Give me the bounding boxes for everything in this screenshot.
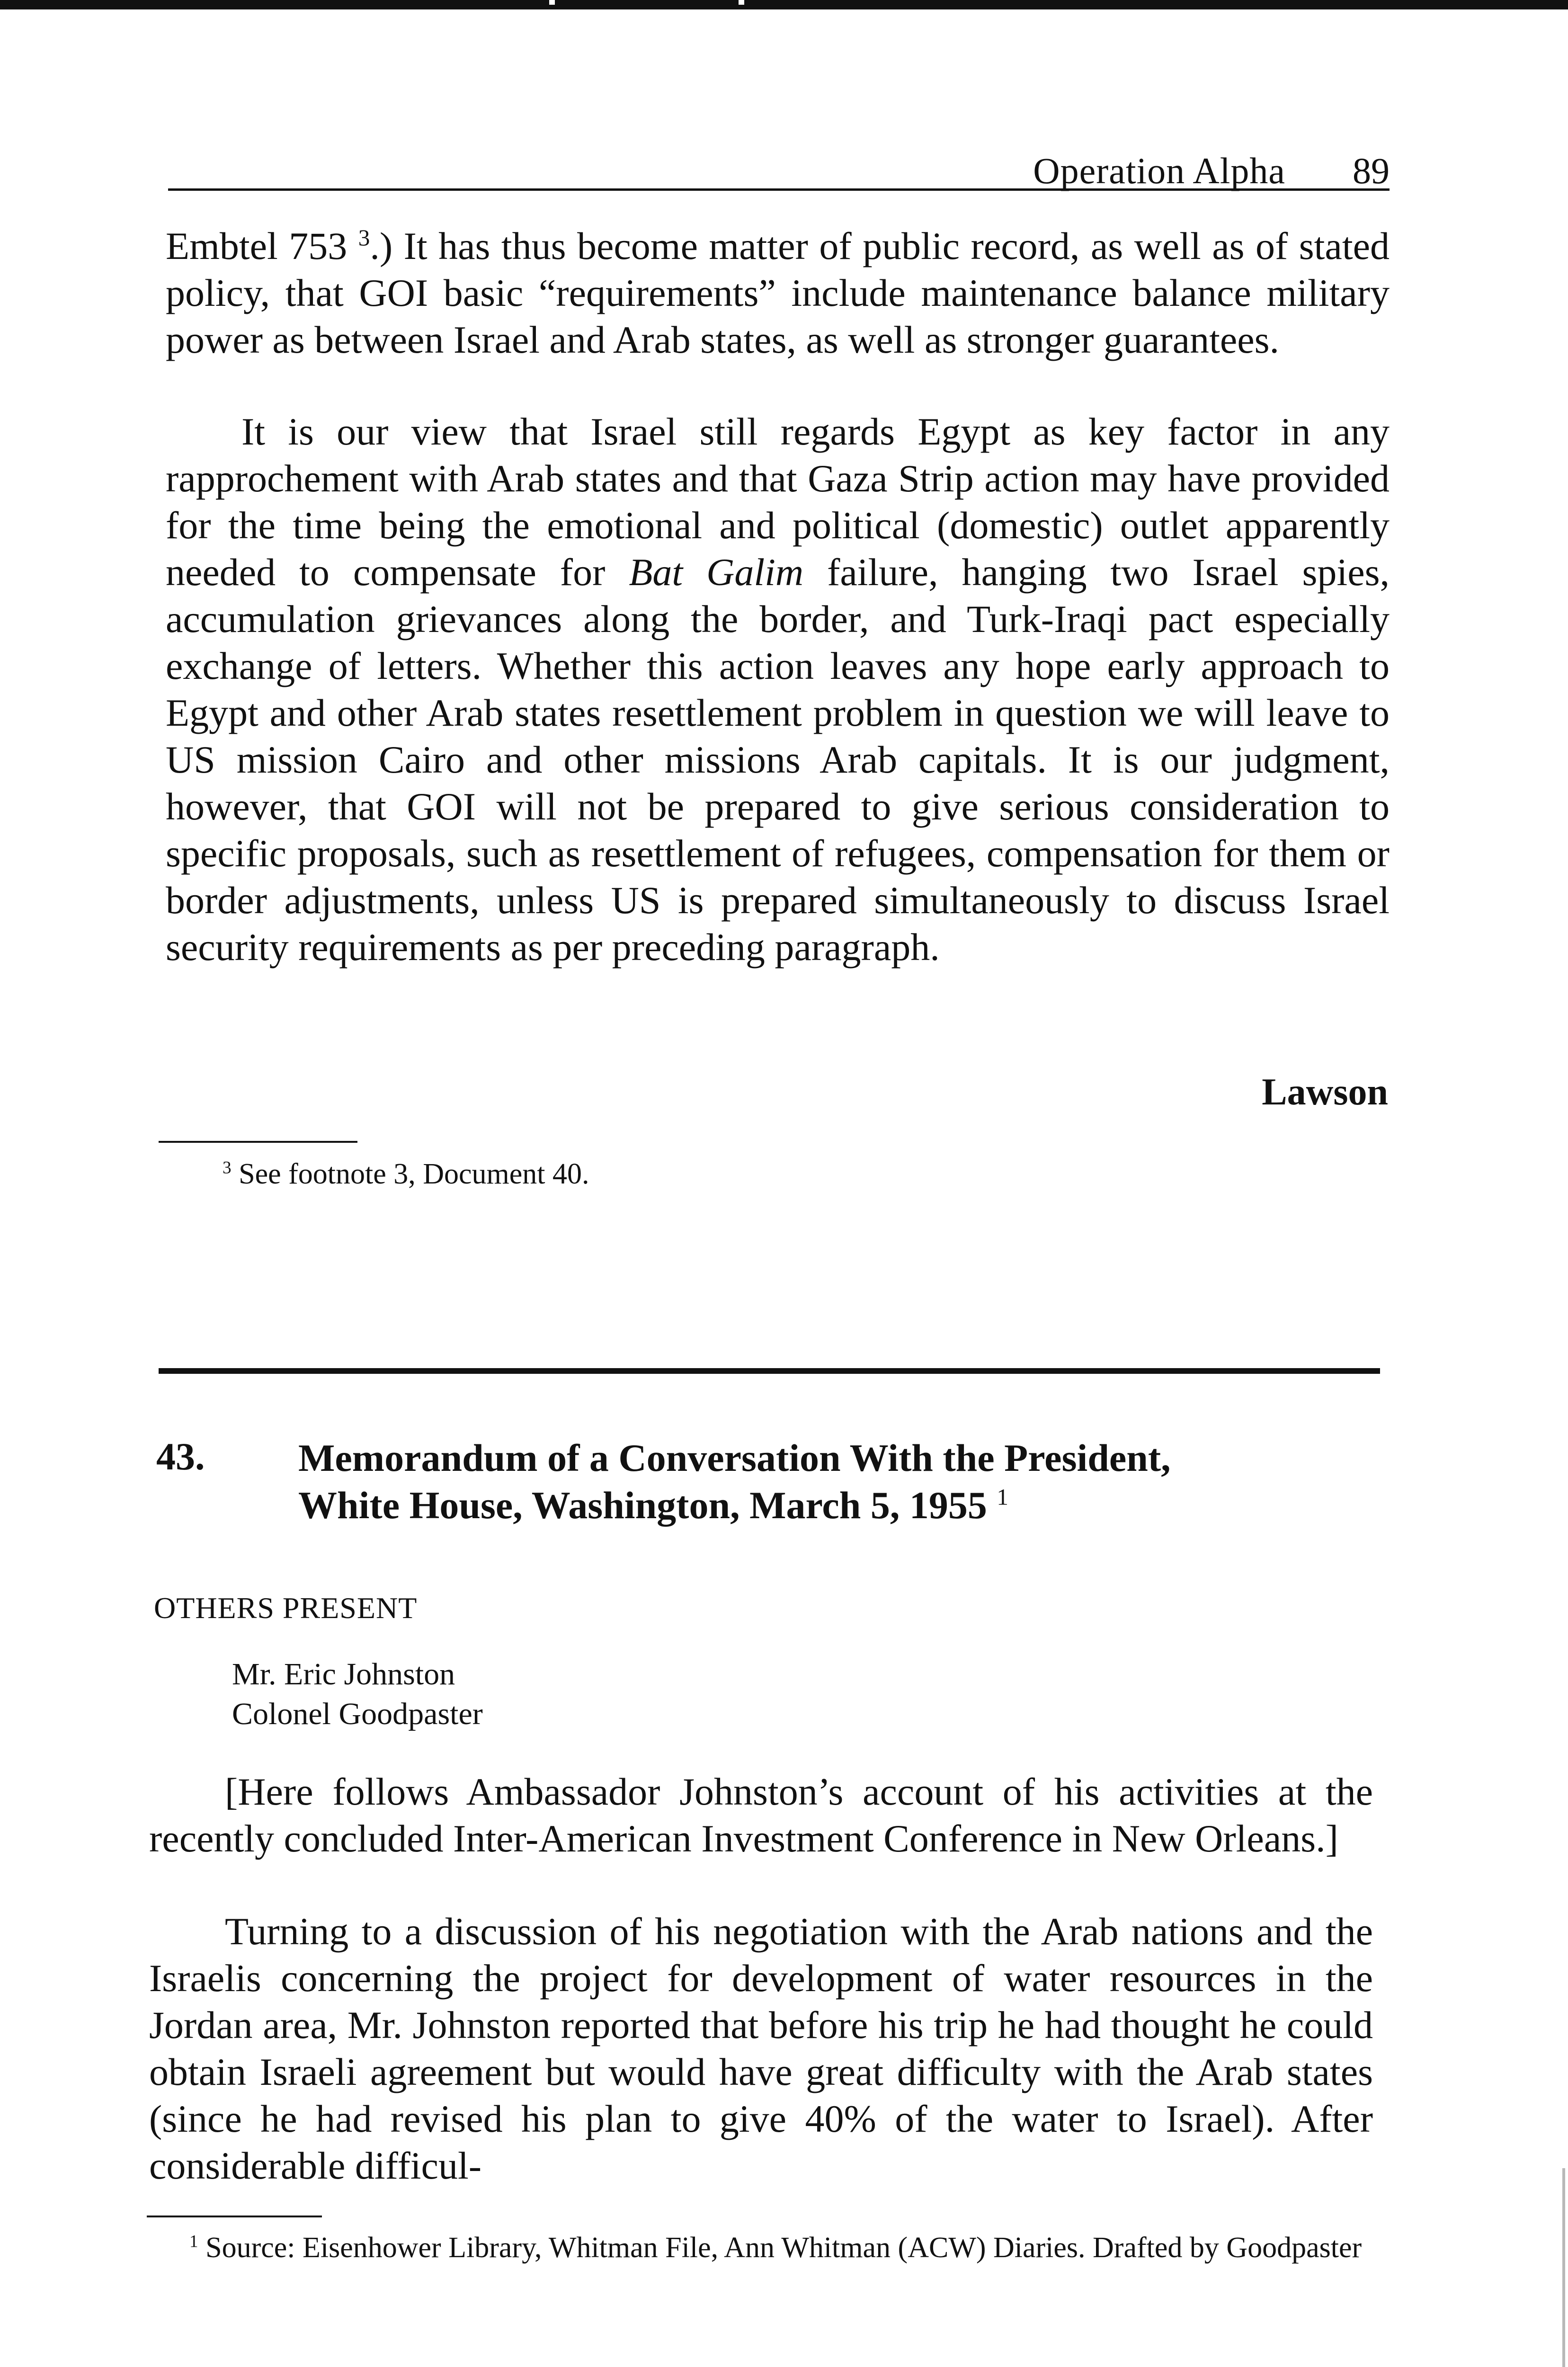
paragraph (166, 222, 1390, 363)
others-present-label: OTHERS PRESENT (154, 1591, 418, 1625)
paragraph-text: It is our view that Israel still regards Egypt as key factor in any rapprochement with Arab states and that Gaza Strip action may have provided for the time being the emotional and political (domestic) outlet apparently needed to compensate for (166, 410, 1390, 594)
list-item: Mr. Eric Johnston (232, 1657, 455, 1691)
footnote-rule (147, 2216, 322, 2217)
document-title (298, 1434, 1340, 1529)
footnote-text: Source: Eisenhower Library, Whitman File, Ann Whitman (ACW) Diaries. Drafted by Goodpaster (198, 2232, 1362, 2264)
top-border-gap (549, 0, 555, 5)
running-title: Operation Alpha (1033, 150, 1285, 191)
footnote (144, 2231, 1375, 2265)
footnote-rule (159, 1141, 357, 1143)
top-border-gap (739, 0, 744, 5)
footnote-ref: 1 (997, 1484, 1008, 1510)
footnote-ref: 3 (358, 224, 370, 251)
page-edge-shadow (1562, 2168, 1565, 2367)
footnote-marker: 3 (223, 1158, 232, 1178)
document-number: 43. (156, 1435, 205, 1478)
section-divider (159, 1368, 1380, 1374)
paragraph (166, 408, 1390, 970)
document-title-line (298, 1482, 1340, 1529)
footnote (223, 1155, 589, 1193)
footnote-body (144, 2231, 1375, 2265)
running-header (168, 141, 1390, 191)
signature: Lawson (1262, 1071, 1388, 1113)
list-item: Colonel Goodpaster (232, 1697, 483, 1731)
footnote-marker: 1 (189, 2232, 198, 2251)
document-title-line: Memorandum of a Conversation With the President, (298, 1436, 1171, 1479)
top-border (0, 0, 1568, 9)
paragraph-text: Embtel 753 (166, 224, 358, 267)
paragraph: [Here follows Ambassador Johnston’s account of his activities at the recently concluded Inter-American Investment Conference in New Orleans.] (149, 1770, 1373, 1860)
body-paragraph (149, 1768, 1373, 1862)
page-number: 89 (1353, 150, 1390, 191)
document-title-text: White House, Washington, March 5, 1955 (298, 1484, 997, 1527)
others-present-list (232, 1655, 483, 1734)
paragraph-text: failure, hanging two Israel spies, accumulation grievances along the border, and Turk-Iraqi pact especially exchange of letters. Whether this action leaves any hope early approach to Egypt and other Arab states resettlement problem in question we will leave to US mission Cairo and other missions Arab capitals. It is our judgment, however, that GOI will not be prepared to give serious consideration to specific proposals, such as resettlement of refugees, compensation for them or border adjustments, unless US is prepared simultaneously to discuss Israel security requirements as per preceding paragraph. (166, 551, 1390, 969)
paragraph: Turning to a discussion of his negotiation with the Arab nations and the Israelis concerning the project for development of water resources in the Jordan area, Mr. Johnston reported that before his trip he had thought he could obtain Israeli agreement but would have great difficulty with the Arab states (since he had revised his plan to give 40% of the water to Israel). After considerable difficul- (149, 1910, 1373, 2187)
ship-name: Bat Galim (629, 551, 804, 594)
body-paragraph (149, 1908, 1373, 2189)
body-paragraph (166, 408, 1390, 970)
continued-paragraph (166, 222, 1390, 363)
footnote-text: See footnote 3, Document 40. (231, 1158, 589, 1190)
paragraph-text: .) It has thus become matter of public record, as well as of stated policy, that GOI basic “requirements” include maintenance balance military power as between Israel and Arab states, as well as stronger guarantees. (166, 224, 1390, 361)
